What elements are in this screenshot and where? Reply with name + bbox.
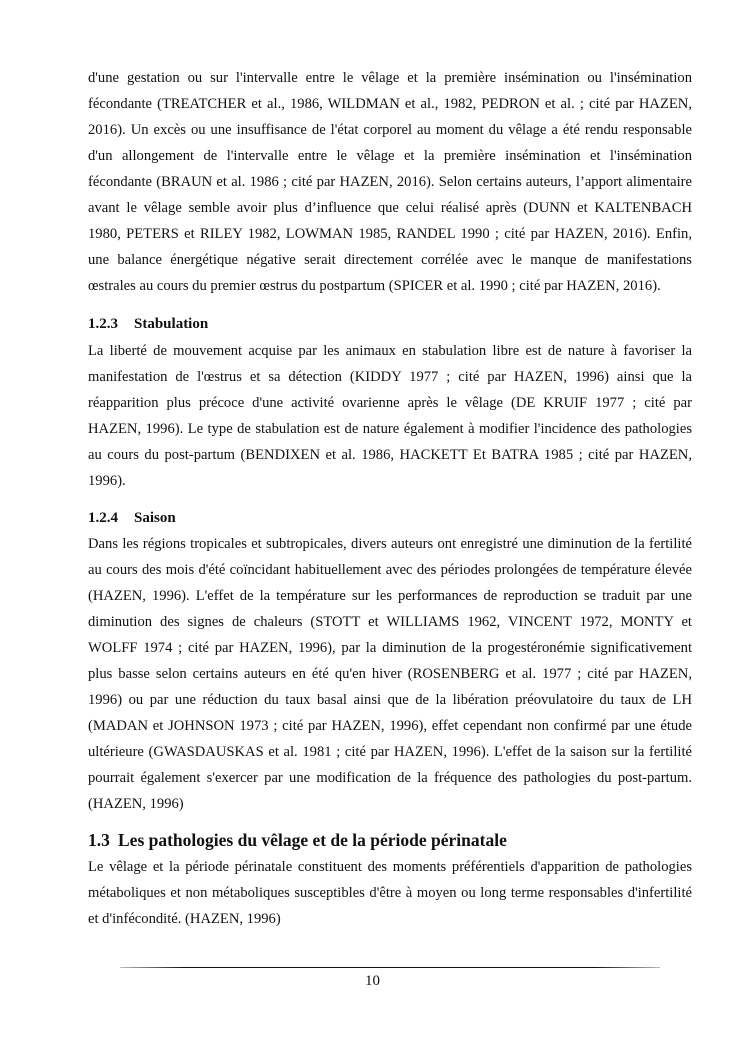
text-line: 1996) ou par une réduction du taux basal ainsi que de la libération préovulatoire du taux de LH [88, 692, 692, 708]
heading-number: 1.2.3 [88, 316, 118, 332]
text-line: (HAZEN, 1996). L'effet de la température sur les performances de reproduction se traduit par une [88, 588, 692, 604]
text-line: (HAZEN, 1996) [88, 796, 184, 812]
paragraph-nutrition-continued [88, 65, 692, 299]
text-line: œstrales au cours du premier œstrus du postpartum (SPICER et al. 1990 ; cité par HAZEN, 2016). [88, 278, 661, 294]
text-line: d'une gestation ou sur l'intervalle entre le vêlage et la première insémination ou l'insémination [88, 70, 692, 86]
footer-rule [120, 967, 660, 968]
text-line: fécondante (TREATCHER et al., 1986, WILDMAN et al., 1982, PEDRON et al. ; cité par HAZEN, [88, 96, 692, 112]
text-line: 2016). Un excès ou une insuffisance de l'état corporel au moment du vêlage a été rendu responsable [88, 122, 692, 138]
heading-1-2-4 [88, 505, 176, 531]
text-line: réapparition plus précoce d'une activité ovarienne après le vêlage (DE KRUIF 1977 ; cité par [88, 395, 692, 411]
text-line: (MADAN et JOHNSON 1973 ; cité par HAZEN, 1996), effet cependant non confirmé par une étude [88, 718, 692, 734]
paragraph-pathologies [88, 854, 692, 932]
text-line: diminution des signes de chaleurs (STOTT et WILLIAMS 1962, VINCENT 1972, MONTY et [88, 614, 692, 630]
text-line: fécondante (BRAUN et al. 1986 ; cité par HAZEN, 2016). Selon certains auteurs, l’apport alimentaire [88, 174, 692, 190]
text-line: métaboliques et non métaboliques susceptibles d'être à moyen ou long terme responsables d'infertilité [88, 885, 692, 901]
text-line: avant le vêlage semble avoir plus d’influence que celui réalisé après (DUNN et KALTENBACH [88, 200, 692, 216]
text-line: d'un allongement de l'intervalle entre le vêlage et la première insémination et l'insémination [88, 148, 692, 164]
text-line: manifestation de l'œstrus et sa détection (KIDDY 1977 ; cité par HAZEN, 1996) ainsi que la [88, 369, 692, 385]
page-number: 10 [365, 973, 380, 989]
text-line: Le vêlage et la période périnatale constituent des moments préférentiels d'apparition de pathologies [88, 859, 692, 875]
text-line: 1996). [88, 473, 126, 489]
text-line: une balance énergétique négative serait directement corrélée avec le manque de manifestations [88, 252, 692, 268]
text-line: plus basse selon certains auteurs en été qu'en hiver (ROSENBERG et al. 1977 ; cité par HAZEN, [88, 666, 692, 682]
heading-number: 1.3 [88, 830, 110, 850]
heading-title: Saison [134, 510, 176, 526]
paragraph-saison [88, 531, 692, 817]
text-line: WOLFF 1974 ; cité par HAZEN, 1996), par la diminution de la progestéronémie significativement [88, 640, 692, 656]
text-line: HAZEN, 1996). Le type de stabulation est de nature également à modifier l'incidence des pathologies [88, 421, 692, 437]
text-line: Dans les régions tropicales et subtropicales, divers auteurs ont enregistré une diminution de la fertilité [88, 536, 692, 552]
text-line: et d'infécondité. (HAZEN, 1996) [88, 911, 281, 927]
paragraph-stabulation [88, 338, 692, 494]
text-line: pourrait également s'exercer par une modification de la fréquence des pathologies du post-partum. [88, 770, 692, 786]
text-line: 1980, PETERS et RILEY 1982, LOWMAN 1985, RANDEL 1990 ; cité par HAZEN, 2016). Enfin, [88, 226, 692, 242]
text-line: ultérieure (GWASDAUSKAS et al. 1981 ; cité par HAZEN, 1996). L'effet de la saison sur la fertilité [88, 744, 692, 760]
heading-title: Les pathologies du vêlage et de la période périnatale [118, 830, 507, 850]
heading-1-2-3 [88, 311, 208, 337]
text-line: au cours des mois d'été coïncidant habituellement avec des périodes prolongées de température élevée [88, 562, 692, 578]
text-line: La liberté de mouvement acquise par les animaux en stabulation libre est de nature à favoriser la [88, 343, 692, 359]
heading-number: 1.2.4 [88, 510, 118, 526]
text-line: au cours du post-partum (BENDIXEN et al. 1986, HACKETT Et BATRA 1985 ; cité par HAZEN, [88, 447, 692, 463]
heading-title: Stabulation [134, 316, 209, 332]
heading-1-3 [88, 826, 507, 854]
